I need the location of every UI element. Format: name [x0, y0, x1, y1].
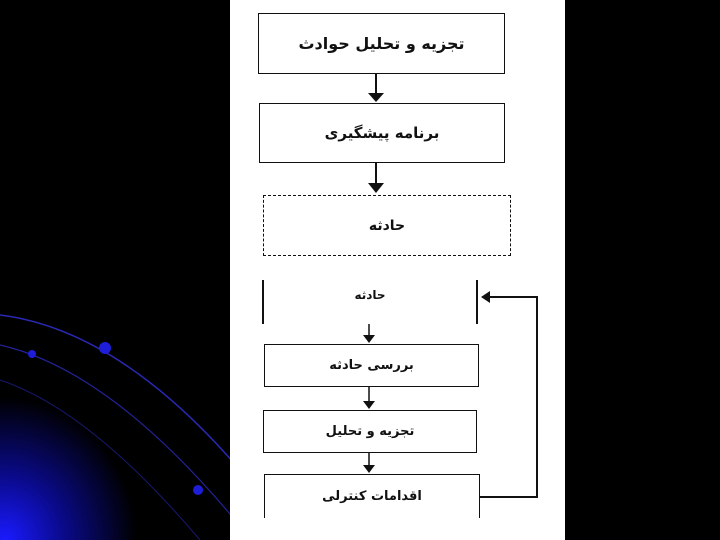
glow-dot [99, 342, 111, 354]
glow-dot [193, 485, 203, 495]
flow-box-label: اقدامات کنترلی [322, 489, 422, 504]
flow-box-label: حادثه [368, 217, 406, 234]
flow-box-label: حادثه [354, 288, 386, 302]
flow-box-label: تجزیه و تحلیل [325, 424, 415, 439]
cycle-box-accident-investigation [264, 344, 479, 387]
flow-box-label: بررسی حادثه [329, 358, 414, 373]
cycle-box-control-measures [264, 474, 480, 518]
flow-box-prevention-program [259, 103, 505, 163]
diagram-panel [230, 0, 565, 540]
cycle-box-analysis [263, 410, 477, 453]
flow-box-accident-analysis [258, 13, 505, 74]
flow-box-label: تجزیه و تحلیل حوادث [298, 34, 465, 53]
glow-dot [28, 350, 36, 358]
flow-box-accident [263, 195, 511, 256]
cycle-box-accident [262, 280, 478, 324]
flow-box-label: برنامه پیشگیری [324, 124, 440, 142]
